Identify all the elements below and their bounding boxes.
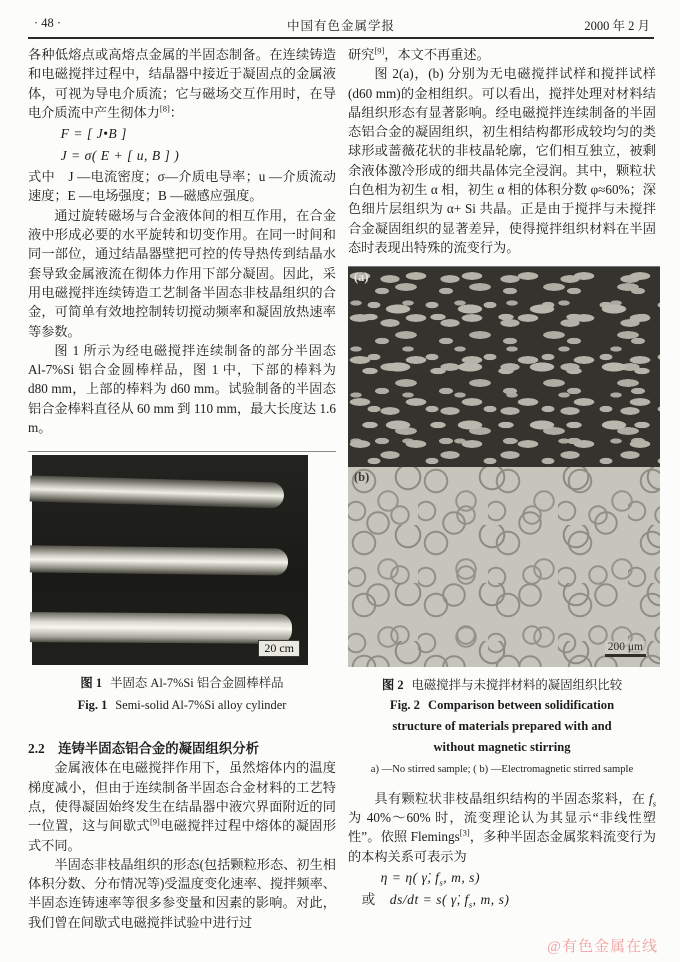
journal-title: 中国有色金属学报 — [286, 19, 395, 33]
figure2-caption-zh: 图 2 电磁搅拌与未搅拌材料的凝固组织比较 — [381, 678, 623, 693]
equation-force: F = [ J•B ] — [60, 126, 127, 142]
page-header — [28, 16, 654, 34]
citation-9: [9] — [374, 45, 385, 56]
paragraph: 通过旋转磁场与合金液体间的相互作用，在合金液中形成必要的水平旋转和切变作用。在同一时间和同一部位，通过结晶器壁把可控的传导热传到结晶水套导致金属液流在彻体力作用下部分凝固。因此，采用电磁搅拌连续铸造工艺制备半固态非枝晶组织的合金，可简单有效地控制转切搅动频率和凝固放热速率等参数。 — [28, 207, 336, 339]
site-watermark: @有色金属在线 — [547, 939, 658, 955]
scale-label: 20 cm — [258, 640, 300, 657]
issue-date: 2000 年 2 月 — [584, 19, 650, 33]
citation-9: [9] — [149, 816, 160, 827]
scale-bar-label: 200 μm — [605, 641, 646, 657]
paragraph: 研究[9]，本文不再重述。 — [348, 45, 490, 62]
subfigure-label-b: (b) — [354, 470, 370, 485]
figure1-top-rule — [28, 451, 336, 452]
figure1-caption-zh: 图 1 半固态 Al-7%Si 铝合金圆棒样品 — [80, 676, 284, 691]
figure2-caption-note: a) —No stirred sample; ( b) —Electromagnetic stirred sample — [370, 764, 634, 776]
equation-viscosity: η = η( γ̇, $f_s$, m, s) — [380, 870, 480, 888]
equation-current: J = σ( E + [ u, B ] ) — [60, 148, 180, 164]
right-column — [348, 45, 656, 911]
figure2-photo — [348, 266, 660, 667]
paragraph: 图 1 所示为经电磁搅拌连续制备的部分半固态 Al-7%Si 铝合金圆棒样品，图 1 中，下部的棒料为 d80 mm，上部的棒料为 d60 mm。试验制备的半固态铝合金棒料直径从 60 mm 到 110 mm，最大长度达 1.6 m。 — [28, 342, 336, 436]
figure1-caption-en: Fig. 1 Semi-solid Al-7%Si alloy cylinder — [77, 698, 287, 713]
citation-3: [3] — [459, 828, 470, 839]
figure1-photo — [32, 455, 308, 665]
alloy-rod — [30, 612, 292, 644]
page-number: · 48 · — [34, 16, 62, 30]
paragraph: 半固态非枝晶组织的形态(包括颗粒形态、初生相体积分数、分布情况等)受温度变化速率、搅拌频率、半固态连铸速率等很多参变量和因素的影响。对此，我们曾在间歇式电磁搅拌试验中进行过 — [28, 856, 336, 930]
equation-structure-rate: 或 ds/dt = s( γ̇, $f_s$, m, s) — [361, 892, 510, 910]
header-rule — [28, 37, 654, 39]
section-heading-2-2: 2.2 连铸半固态铝合金的凝固组织分析 — [28, 741, 259, 757]
paragraph: 图 2(a)，(b) 分别为无电磁搅拌试样和搅拌试样(d60 mm)的金相组织。可以看出，搅拌处理对材料结晶组织形态有显著影响。经电磁搅拌连续制备的半固态铝合金的凝固组织，初生相结构都形成较均匀的类球形或蔷薇花状的非枝晶轮廓，它们相互独立，被剩余液体激冷形成的细共晶体完全浸润。其中，颗粒状白色相为初生 α 相，初生 α 相的体积分数 φ≈60%；深色细片层组织为 α+ Si 共晶。正是由于搅拌与未搅拌合金凝固组织的显著差异，使得搅拌组织材料在半固态时表现出特殊的流变行为。 — [348, 66, 656, 255]
left-column — [28, 45, 336, 932]
variable-fs: $f_s$ — [649, 790, 657, 809]
alloy-rod — [30, 546, 288, 576]
paragraph: 各种低熔点或高熔点金属的半固态制备。在连续铸造和电磁搅拌过程中，结晶器中接近于凝固点的金属液体，可视为导电介质流；它与磁场交互作用时，在导电介质流中产生彻体力[8]： — [28, 47, 336, 120]
alloy-rod — [30, 476, 285, 509]
subfigure-label-a: (a) — [354, 270, 369, 285]
citation-8: [8] — [159, 103, 170, 114]
paragraph: 金属液体在电磁搅拌作用下，虽然熔体内的温度梯度减小，但由于连续制备半固态合金材料的工艺特点，使得凝固始终发生在结晶器中液穴界面附近的同一位置，这与间歇式[9]电磁搅拌过程中熔体的凝固形式不同。 — [28, 760, 337, 853]
figure2a-micrograph-unstirred — [348, 266, 660, 467]
figure2b-micrograph-stirred — [348, 467, 660, 667]
paragraph-symbol-definitions: 式中 J —电流密度；σ—介质电导率；u —介质流动速度；E —电场强度；B —磁感应强度。 — [28, 169, 336, 204]
figure2-caption-en: Fig. 2 Comparison between solidification structure of materials prepared with and without magnetic stirring — [389, 698, 615, 755]
paragraph: 具有颗粒状非枝晶组织结构的半固态浆料，在 $f_s$ 为 40%～60% 时，流变理论认为其显示“非线性塑性”。依照 Flemings[3]，多种半固态金属浆料流变行为的本构关系可表示为 — [348, 790, 657, 864]
